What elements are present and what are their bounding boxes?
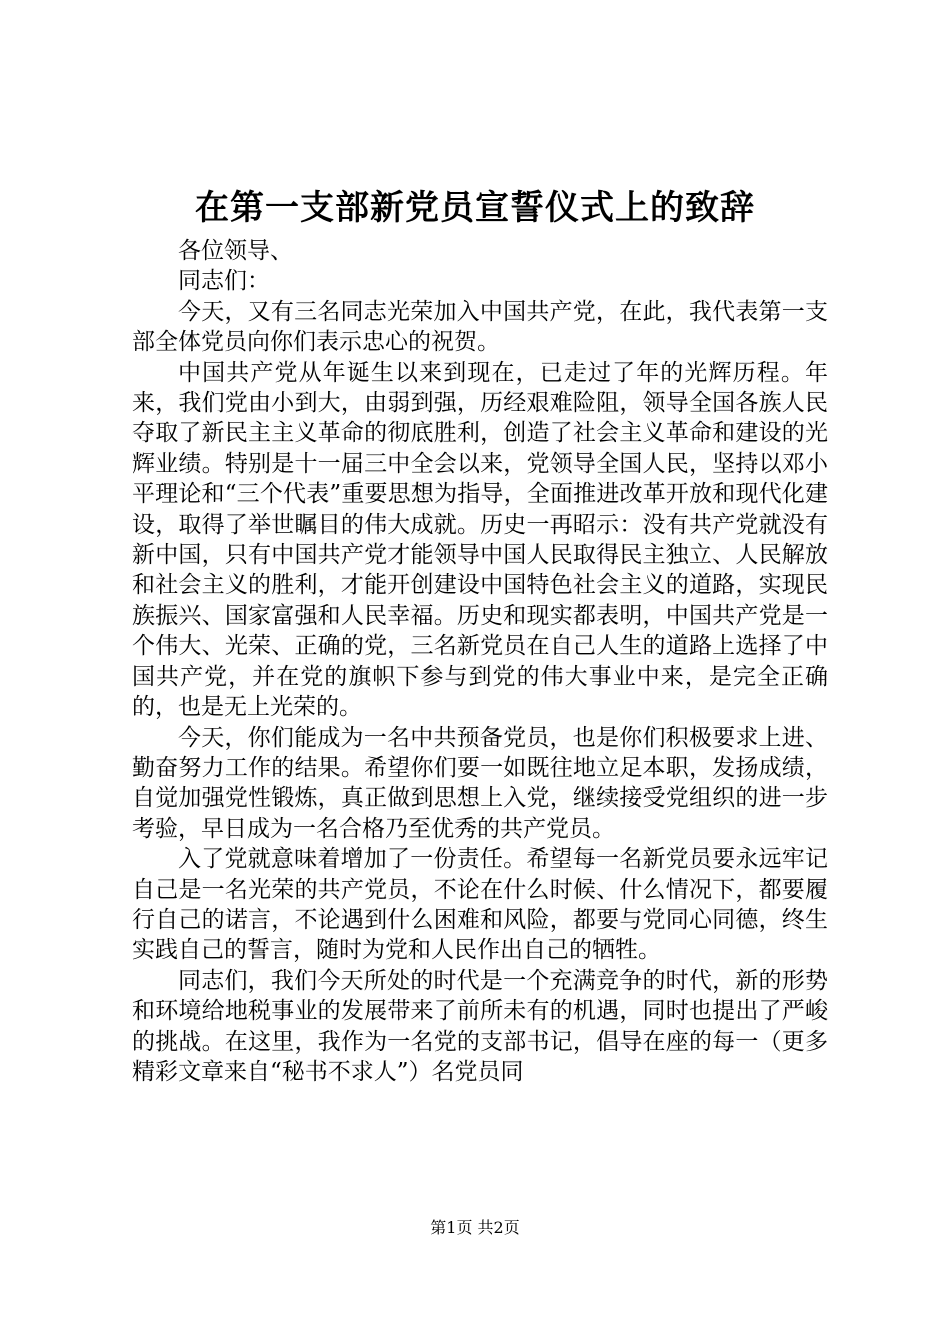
page-footer: 第1页 共2页: [430, 1218, 520, 1237]
body-paragraph: 中国共产党从年诞生以来到现在，已走过了年的光辉历程。年来，我们党由小到大，由弱到强，历经艰难险阻，领导全国各族人民夺取了新民主主义革命的彻底胜利，创造了社会主义革命和建设的光辉业绩。特别是十一届三中全会以来，党领导全国人民，坚持以邓小平理论和“三个代表”重要思想为指导，全面推进改革开放和现代化建设，取得了举世瞩目的伟大成就。历史一再昭示：没有共产党就没有新中国，只有中国共产党才能领导中国人民取得民主独立、人民解放和社会主义的胜利，才能开创建设中国特色社会主义的道路，实现民族振兴、国家富强和人民幸福。历史和现实都表明，中国共产党是一个伟大、光荣、正确的党，三名新党员在自己人生的道路上选择了中国共产党，并在党的旗帜下参与到党的伟大事业中来，是完全正确的，也是无上光荣的。: [132, 359, 828, 721]
body-paragraph: 今天，又有三名同志光荣加入中国共产党，在此，我代表第一支部全体党员向你们表示忠心的祝贺。: [132, 298, 828, 356]
document-title: 在第一支部新党员宣誓仪式上的致辞: [195, 188, 755, 228]
document-body: [132, 236, 828, 1087]
body-paragraph: 入了党就意味着增加了一份责任。希望每一名新党员要永远牢记自己是一名光荣的共产党员，不论在什么时候、什么情况下，都要履行自己的诺言，不论遇到什么困难和风险，都要与党同心同德，终生实践自己的誓言，随时为党和人民作出自己的牺牲。: [132, 846, 828, 964]
body-paragraph: 今天，你们能成为一名中共预备党员，也是你们积极要求上进、勤奋努力工作的结果。希望你们要一如既往地立足本职，发扬成绩，自觉加强党性锻炼，真正做到思想上入党，继续接受党组织的进一步考验，早日成为一名合格乃至优秀的共产党员。: [132, 724, 828, 842]
salutation-line: 各位领导、: [178, 238, 293, 264]
body-paragraph: 同志们，我们今天所处的时代是一个充满竞争的时代，新的形势和环境给地税事业的发展带来了前所未有的机遇，同时也提出了严峻的挑战。在这里，我作为一名党的支部书记，倡导在座的每一（更多精彩文章来自“秘书不求人”）名党员同: [132, 967, 828, 1085]
salutation-line: 同志们：: [178, 268, 270, 295]
